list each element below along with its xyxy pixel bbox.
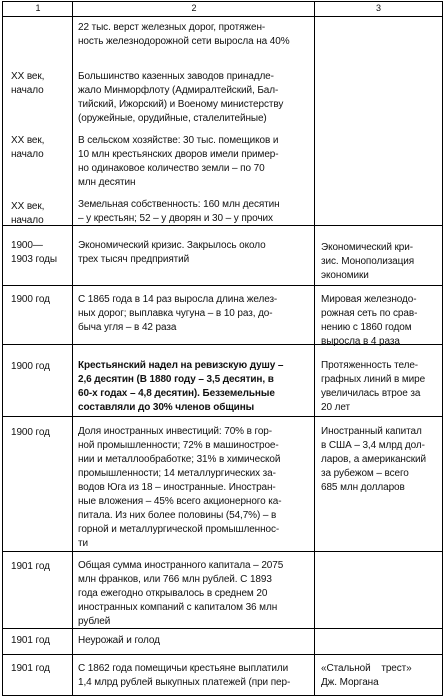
row-text: Большинство казенных заводов принадле- жало Минморфлоту (Адмиралтейский, Бал- тийский, Ижорский) и Военому министерству (оружейные, орудийные, сталелитейные) [78,71,284,124]
history-table [2,1,443,696]
row-text: Неурожай и голод [78,635,160,646]
row-text: Общая сумма иностранного капитала – 2075 млн франков, или 766 млн рублей. С 1893 года ежегодно открывалось в среднем 20 иностранных компаний с капиталом 36 млн рублей [78,560,284,627]
column-divider [314,2,315,695]
header-col-3: 3 [375,3,381,13]
row-divider [3,285,442,286]
header-col-1: 1 [35,3,41,13]
row-year: 1901 год [11,635,50,646]
table-header-row [3,2,442,17]
row-note: Мировая железнодо- рожная сеть по срав- нению с 1860 годом выросла в 4 раза [321,294,418,347]
row-year: 1900 год [11,361,50,372]
row-note: Иностранный капитал в США – 3,4 млрд дол- ларов, а американский за рубежом – всего 685 млн долларов [321,426,426,493]
row-note: Протяженность теле- графных линий в мире увеличилась втрое за 20 лет [321,360,426,413]
row-text: В сельском хозяйстве: 30 тыс. помещиков и 10 млн крестьянских дворов имели пример- но одинаковое количество земли – по 70 млн десятин [78,135,279,188]
row-text: Земельная собственность: 160 млн десятин – у крестьян; 52 – у дворян и 30 – у прочих [78,199,280,224]
row-year: 1900 год [11,294,50,305]
row-year: XX век, начало [11,201,45,226]
row-note: Экономический кри- зис. Монополизация экономики [321,242,415,281]
row-divider [3,551,442,552]
row-year: XX век, начало [11,135,45,160]
row-text: Доля иностранных инвестиций: 70% в гор- ной промышленности; 72% в машинострое- нии и металлообработке; 31% в химической промышленности; 14 металлургических за- водов Юга из 18 – иностранные. Иностран- ные вложения – 45% всего акционерного ка- питала. Из них более половины (54,7%) – в горной и металлургической промышленнос- ти [78,426,282,549]
row-year: 1901 год [11,663,50,674]
header-col-2: 2 [191,3,197,13]
row-text: С 1865 года в 14 раз выросла длина желез- ных дорог; выплавка чугуна – в 10 раз, до- быча угля – в 42 раза [78,294,278,333]
row-note: «Стальной трест» Дж. Моргана [321,663,412,688]
row-year: 1900— 1903 годы [11,240,57,265]
row-year: XX век, начало [11,71,45,96]
row-text: Экономический кризис. Закрылось около трех тысяч предприятий [78,240,266,265]
row-text: Крестьянский надел на ревизскую душу – 2,6 десятин (В 1880 году – 3,5 десятин, в 60-х годах – 4,8 десятин). Безземельные составляли до 30% членов общины [78,360,284,413]
row-year: 1901 год [11,561,50,572]
row-divider [3,654,442,655]
row-text: С 1862 года помещичьи крестьяне выплатили 1,4 млрд рублей выкупных платежей (при пер- [78,663,291,688]
row-divider [3,416,442,417]
column-divider [72,2,73,695]
row-year: 1900 год [11,427,50,438]
row-text: 22 тыс. верст железных дорог, протяжен- ность железнодорожной сети выросла на 40% [78,22,290,47]
